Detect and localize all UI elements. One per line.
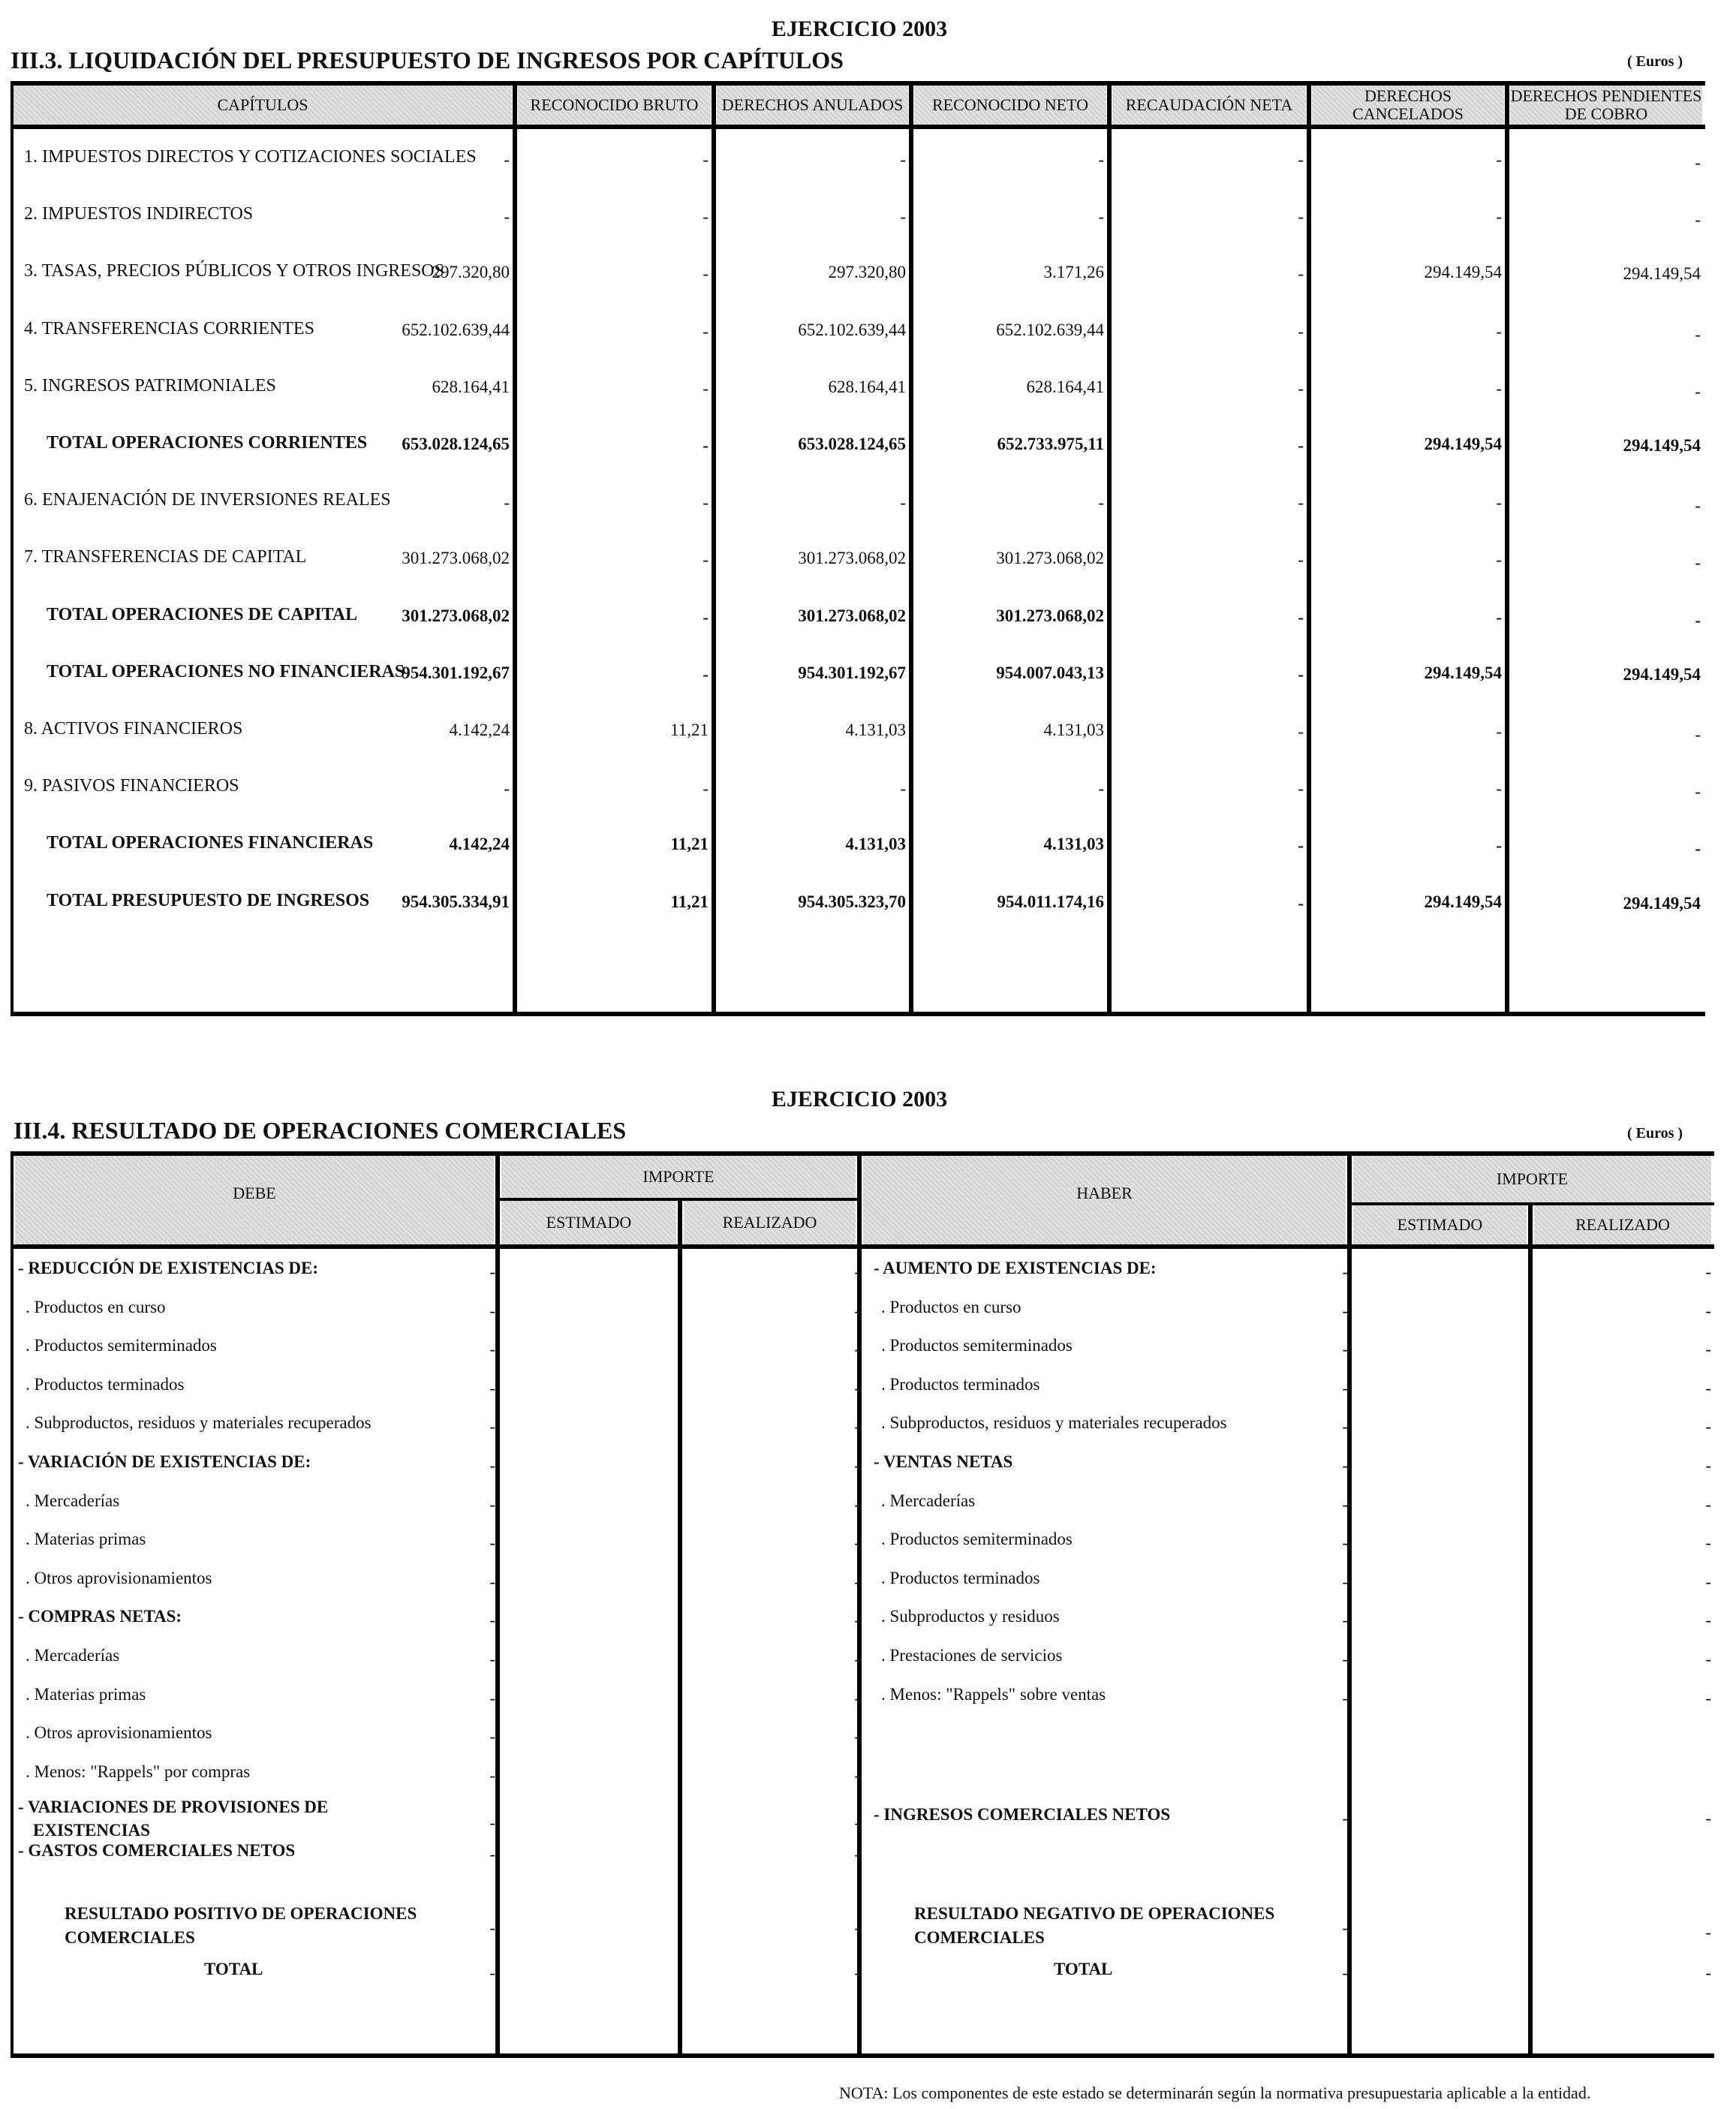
table2-debe-realizado: - [854, 1688, 860, 1707]
table2-col-rule-1 [495, 1151, 500, 2058]
table2-debe-label: - COMPRAS NETAS: [18, 1607, 182, 1626]
table1-cell: 652.102.639,44 [402, 320, 510, 339]
table2-haber-realizado: - [1705, 1456, 1711, 1475]
table2-debe-label: . Materias primas [26, 1684, 146, 1704]
table2-debe-realizado: - [854, 1727, 860, 1746]
table1-cell: 294.149,54 [1424, 263, 1502, 282]
table1-cell-pending: - [1695, 496, 1701, 516]
table1-cell: - [900, 150, 906, 169]
table1-cell: 301.273.068,02 [996, 606, 1104, 625]
table1-row-label: 4. TRANSFERENCIAS CORRIENTES [24, 318, 314, 338]
table2-debe-label: . Productos en curso [26, 1297, 166, 1316]
table1-cell: - [703, 264, 709, 284]
table1-cell: 301.273.068,02 [798, 549, 906, 568]
table1-cell: 294.149,54 [1424, 435, 1502, 453]
table1-cell: 954.011.174,16 [997, 892, 1104, 911]
table2-haber-realizado: - [1705, 1688, 1711, 1707]
table2-debe-label-cont: EXISTENCIAS [33, 1821, 150, 1840]
table1-cell-pending: - [1695, 553, 1701, 573]
table2-bottom-rule [11, 2053, 1714, 2058]
table1-cell: 301.273.068,02 [996, 549, 1104, 568]
table2-debe-realizado: - [854, 1765, 860, 1785]
table2-haber-estimado: - [1342, 1456, 1348, 1475]
table1-cell-pending: - [1695, 153, 1701, 172]
table1-cell: - [703, 550, 709, 570]
table2-debe-realizado: - [854, 1572, 860, 1591]
table2-debe-estimado: - [489, 1572, 495, 1591]
table2-haber-label: . Productos terminados [881, 1568, 1040, 1587]
table1-cell: - [504, 207, 510, 227]
table1-cell: 628.164,41 [828, 377, 906, 396]
table2-debe-realizado: - [854, 1533, 860, 1553]
table1-cell-pending: - [1695, 782, 1701, 802]
table1-header-3: RECONOCIDO NETO [914, 86, 1106, 125]
table2-haber-label: . Mercaderías [881, 1491, 976, 1510]
table2-haber-total: TOTAL [1054, 1960, 1113, 1978]
table1-header-0: CAPÍTULOS [14, 86, 512, 125]
table2-header-importe-right: IMPORTE [1353, 1156, 1711, 1202]
table1-cell-pending: 294.149,54 [1623, 664, 1701, 684]
table1-cell: - [1496, 722, 1502, 741]
table1-cell: 4.131,03 [1043, 721, 1104, 739]
table1-cell: 4.142,24 [449, 835, 510, 854]
table1-row-label: 1. IMPUESTOS DIRECTOS Y COTIZACIONES SOCIALES [24, 147, 477, 167]
table1-cell-pending: - [1695, 210, 1701, 230]
table2-debe-estimado: - [489, 1611, 495, 1630]
table1-cell: 628.164,41 [432, 377, 510, 396]
table2-debe-estimado: - [489, 1262, 495, 1281]
table2-debe-realizado: - [854, 1340, 860, 1359]
table2-haber-realizado: - [1705, 1809, 1711, 1828]
table2-exercise: EJERCICIO 2003 [771, 1087, 948, 1112]
table2-debe-total-realizado: - [854, 1963, 860, 1982]
table2-debe-realizado: - [854, 1378, 860, 1397]
table2-haber-estimado: - [1342, 1262, 1348, 1281]
table1-cell: 652.102.639,44 [798, 320, 906, 339]
table1-cell: - [703, 664, 709, 684]
table1-cell-pending: - [1695, 839, 1701, 859]
table1-cell: - [703, 779, 709, 799]
table2-haber-estimado: - [1342, 1340, 1348, 1359]
table1-cell: - [703, 607, 709, 627]
table1-units: ( Euros ) [1627, 53, 1683, 70]
table2-debe-realizado: - [854, 1611, 860, 1630]
table2-header-debe: DEBE [15, 1156, 494, 1244]
table1-row-label: TOTAL OPERACIONES NO FINANCIERAS [47, 661, 405, 681]
table1-cell: - [1496, 550, 1502, 570]
table1-cell: - [1298, 436, 1304, 455]
table2-header-realizado-left: REALIZADO [684, 1201, 856, 1244]
table2-haber-label: . Productos en curso [881, 1297, 1021, 1316]
table2-debe-label: . Subproductos, residuos y materiales recuperados [26, 1413, 372, 1433]
table2-haber-estimado: - [1342, 1688, 1348, 1707]
table2-debe-label: . Materias primas [26, 1530, 146, 1549]
table2-debe-label: - VARIACIONES DE PROVISIONES DE [18, 1798, 329, 1816]
table2-debe-estimado: - [489, 1688, 495, 1707]
table1-row-label: 3. TASAS, PRECIOS PÚBLICOS Y OTROS INGRESOS [24, 261, 444, 281]
table1-cell-pending: - [1695, 725, 1701, 744]
table1-row-label: TOTAL OPERACIONES DE CAPITAL [47, 604, 358, 624]
table1-title: III.3. LIQUIDACIÓN DEL PRESUPUESTO DE INGRESOS POR CAPÍTULOS [11, 47, 844, 74]
table1-row-label: 8. ACTIVOS FINANCIEROS [24, 719, 243, 739]
table1-cell: - [1496, 150, 1502, 169]
table2-haber-realizado: - [1705, 1611, 1711, 1630]
table2-debe-realizado: - [854, 1262, 860, 1281]
table1-row-label: 7. TRANSFERENCIAS DE CAPITAL [24, 547, 307, 567]
table1-cell: - [1496, 493, 1502, 513]
table2-haber-label: . Menos: "Rappels" sobre ventas [881, 1684, 1106, 1704]
table1-cell: - [1298, 607, 1304, 627]
table2-units: ( Euros ) [1627, 1125, 1683, 1142]
table1-cell: - [1098, 779, 1104, 799]
table1-cell: - [1098, 493, 1104, 513]
table2-haber-label: . Productos semiterminados [881, 1530, 1073, 1549]
table2-debe-realizado: - [854, 1301, 860, 1320]
table1-cell: - [1496, 378, 1502, 398]
table1-cell: - [900, 207, 906, 227]
table1-cell: 11,21 [670, 721, 709, 739]
table2-debe-label: . Mercaderías [26, 1646, 120, 1665]
table1-cell: - [703, 321, 709, 341]
table1-cell: 11,21 [670, 835, 709, 854]
table2-haber-realizado: - [1705, 1650, 1711, 1668]
table2-debe-estimado: - [489, 1727, 495, 1746]
table1-cell: - [1298, 722, 1304, 741]
table2-haber-estimado: - [1342, 1650, 1348, 1668]
table2-debe-total-estimado: - [489, 1963, 495, 1982]
table1-cell-pending: 294.149,54 [1623, 436, 1701, 455]
table1-cell-pending: - [1695, 324, 1701, 344]
table1-header-4: RECAUDACIÓN NETA [1112, 86, 1306, 125]
table2-haber-label: - INGRESOS COMERCIALES NETOS [874, 1805, 1171, 1824]
table1-cell: 954.301.192,67 [798, 663, 906, 682]
table2-haber-label: . Productos terminados [881, 1374, 1040, 1394]
table2-header-importe-left: IMPORTE [501, 1156, 856, 1198]
table1-cell: - [703, 378, 709, 398]
table2-haber-estimado: - [1342, 1611, 1348, 1630]
table1-header-5: DERECHOS CANCELADOS [1312, 86, 1504, 125]
table2-haber-estimado: - [1342, 1809, 1348, 1828]
table1-cell: - [504, 493, 510, 513]
table2-haber-result-line2: COMERCIALES [914, 1928, 1045, 1947]
table2-haber-realizado: - [1705, 1301, 1711, 1320]
table1-cell: - [703, 150, 709, 169]
table1-cell: - [1496, 779, 1502, 799]
table2-col-rule-5 [1528, 1151, 1533, 2058]
table1-cell: - [1098, 207, 1104, 227]
table1-header-6: DERECHOS PENDIENTES DE COBRO [1510, 86, 1702, 123]
table2-debe-label: . Productos semiterminados [26, 1336, 217, 1355]
table1-cell-pending: 294.149,54 [1623, 893, 1701, 913]
table2-debe-estimado: - [489, 1765, 495, 1785]
table1-cell: - [900, 493, 906, 513]
table1-row-label: 6. ENAJENACIÓN DE INVERSIONES REALES [24, 490, 391, 510]
table1-row-label: TOTAL PRESUPUESTO DE INGRESOS [47, 890, 370, 910]
table2-debe-label: - GASTOS COMERCIALES NETOS [18, 1841, 296, 1860]
table1-row-label: TOTAL OPERACIONES FINANCIERAS [47, 833, 374, 853]
table1-cell: - [1298, 150, 1304, 169]
table2-debe-label: . Menos: "Rappels" por compras [26, 1762, 251, 1781]
table1-cell: - [1298, 836, 1304, 856]
table1-cell: 301.273.068,02 [402, 549, 510, 568]
table2-haber-result-realizado: - [1705, 1923, 1711, 1942]
table1-cell: 954.305.334,91 [402, 892, 510, 911]
table2-header-haber: HABER [863, 1156, 1346, 1244]
table1-cell-pending: - [1695, 610, 1701, 630]
table1-cell: - [504, 779, 510, 799]
table2-haber-estimado: - [1342, 1494, 1348, 1514]
table1-header-2: DERECHOS ANULADOS [717, 86, 908, 125]
table1-cell: 294.149,54 [1424, 892, 1502, 911]
table2-debe-label: - REDUCCIÓN DE EXISTENCIAS DE: [18, 1259, 319, 1277]
table1-cell: 954.305.323,70 [798, 892, 906, 911]
table2-header-estimado-right: ESTIMADO [1353, 1205, 1527, 1244]
table1-cell: - [1298, 493, 1304, 513]
table2-header-rule [11, 1244, 1714, 1249]
table1-cell: 3.171,26 [1043, 263, 1104, 282]
table1-cell: - [1298, 664, 1304, 684]
table1-exercise: EJERCICIO 2003 [771, 17, 948, 41]
table1-cell: 628.164,41 [1026, 377, 1104, 396]
table1-cell: 4.131,03 [845, 835, 906, 854]
table1-cell: - [1098, 150, 1104, 169]
table1-cell: 4.142,24 [449, 721, 510, 739]
table1-cell: - [1298, 264, 1304, 284]
table2-col-rule-0 [11, 1151, 14, 2058]
table2-debe-realizado: - [854, 1650, 860, 1668]
table1-cell: - [504, 150, 510, 169]
table1-cell: - [900, 779, 906, 799]
table2-debe-estimado: - [489, 1650, 495, 1668]
table2-debe-result-line2: COMERCIALES [65, 1928, 195, 1947]
table2-col-rule-2 [678, 1151, 682, 2058]
table1-cell: - [1298, 893, 1304, 913]
table2-haber-realizado: - [1705, 1572, 1711, 1591]
table2-haber-label: - AUMENTO DE EXISTENCIAS DE: [874, 1259, 1157, 1277]
table2-haber-realizado: - [1705, 1378, 1711, 1397]
table2-debe-estimado: - [489, 1417, 495, 1437]
table2-haber-result-estimado: - [1342, 1918, 1348, 1937]
table1-cell: - [703, 493, 709, 513]
table1-cell: - [1496, 321, 1502, 341]
table2-debe-estimado: - [489, 1378, 495, 1397]
table1-cell-pending: 294.149,54 [1623, 264, 1701, 284]
table2-title: III.4. RESULTADO DE OPERACIONES COMERCIALES [14, 1117, 627, 1144]
table2-debe-label: . Otros aprovisionamientos [26, 1723, 212, 1743]
table1-cell: 653.028.124,65 [402, 435, 510, 453]
table2-debe-result-realizado: - [854, 1918, 860, 1937]
table2-debe-label: . Otros aprovisionamientos [26, 1568, 212, 1587]
table2-debe-label: . Mercaderías [26, 1491, 120, 1510]
table2-debe-result-line1: RESULTADO POSITIVO DE OPERACIONES [65, 1904, 417, 1923]
table2-debe-realizado: - [854, 1417, 860, 1437]
table2-debe-realizado: - [854, 1845, 860, 1864]
table2-debe-realizado: - [854, 1456, 860, 1475]
table2-debe-result-estimado: - [489, 1918, 495, 1937]
table2-haber-total-estimado: - [1342, 1963, 1348, 1982]
table1-cell: 954.301.192,67 [402, 663, 510, 682]
table2-haber-realizado: - [1705, 1494, 1711, 1514]
table1-cell: - [1298, 779, 1304, 799]
table1-cell: 4.131,03 [845, 721, 906, 739]
note: NOTA: Los componentes de este estado se determinarán según la normativa presupuestaria aplicable a la entidad. [839, 2083, 1591, 2102]
table2-debe-estimado: - [489, 1456, 495, 1475]
table2-haber-estimado: - [1342, 1301, 1348, 1320]
table2-debe-estimado: - [489, 1845, 495, 1864]
table2-haber-total-realizado: - [1705, 1963, 1711, 1982]
table1-row-label: 9. PASIVOS FINANCIEROS [24, 776, 239, 796]
table2-debe-realizado: - [854, 1813, 860, 1832]
table1-cell: 652.102.639,44 [996, 320, 1104, 339]
table1-cell: 297.320,80 [828, 263, 906, 282]
table1-cell: 294.149,54 [1424, 663, 1502, 682]
table2-debe-estimado: - [489, 1301, 495, 1320]
table2-debe-total: TOTAL [204, 1960, 263, 1978]
table2-haber-estimado: - [1342, 1417, 1348, 1437]
table1-cell: - [1298, 550, 1304, 570]
table1-cell: - [1298, 321, 1304, 341]
table2-debe-realizado: - [854, 1494, 860, 1514]
table2-debe-label: . Productos terminados [26, 1374, 185, 1394]
table1-cell: 11,21 [670, 892, 709, 911]
table2-haber-realizado: - [1705, 1262, 1711, 1281]
table2-haber-estimado: - [1342, 1533, 1348, 1553]
table1-cell: 652.733.975,11 [997, 435, 1104, 453]
table2-haber-result-line1: RESULTADO NEGATIVO DE OPERACIONES [914, 1904, 1275, 1923]
table2-haber-label: . Productos semiterminados [881, 1336, 1073, 1355]
table1-row-label: 2. IMPUESTOS INDIRECTOS [24, 204, 254, 224]
table1-row-label: 5. INGRESOS PATRIMONIALES [24, 375, 276, 396]
table2-debe-estimado: - [489, 1340, 495, 1359]
table2-debe-estimado: - [489, 1533, 495, 1553]
table1-cell: - [1496, 607, 1502, 627]
table2-haber-realizado: - [1705, 1417, 1711, 1437]
table2-debe-estimado: - [489, 1494, 495, 1514]
table2-debe-label: - VARIACIÓN DE EXISTENCIAS DE: [18, 1452, 311, 1471]
table1-cell: - [1298, 207, 1304, 227]
table1-cell: 954.007.043,13 [996, 663, 1104, 682]
table2-haber-label: . Subproductos, residuos y materiales recuperados [881, 1413, 1227, 1433]
table2-haber-label: - VENTAS NETAS [874, 1452, 1013, 1471]
table1-header-1: RECONOCIDO BRUTO [518, 86, 711, 125]
table1-cell: - [703, 436, 709, 455]
table2-debe-estimado: - [489, 1813, 495, 1832]
table1-cell: 297.320,80 [432, 263, 510, 282]
table2-haber-estimado: - [1342, 1572, 1348, 1591]
table2-haber-estimado: - [1342, 1378, 1348, 1397]
table1-cell-pending: - [1695, 381, 1701, 401]
table2-haber-label: . Subproductos y residuos [881, 1607, 1060, 1626]
table2-header-estimado-left: ESTIMADO [501, 1201, 676, 1244]
table2-haber-realizado: - [1705, 1340, 1711, 1359]
table2-haber-realizado: - [1705, 1533, 1711, 1553]
table1-cell: - [703, 207, 709, 227]
table2-haber-label: . Prestaciones de servicios [881, 1646, 1063, 1665]
table1-cell: - [1298, 378, 1304, 398]
table1-row-label: TOTAL OPERACIONES CORRIENTES [47, 433, 368, 453]
table1-cell: 653.028.124,65 [798, 435, 906, 453]
table1-cell: 301.273.068,02 [402, 606, 510, 625]
table1-cell: - [1496, 207, 1502, 227]
table1-cell: 4.131,03 [1043, 835, 1104, 854]
table1-cell: 301.273.068,02 [798, 606, 906, 625]
table1-cell: - [1496, 836, 1502, 856]
table2-header-realizado-right: REALIZADO [1534, 1205, 1711, 1244]
